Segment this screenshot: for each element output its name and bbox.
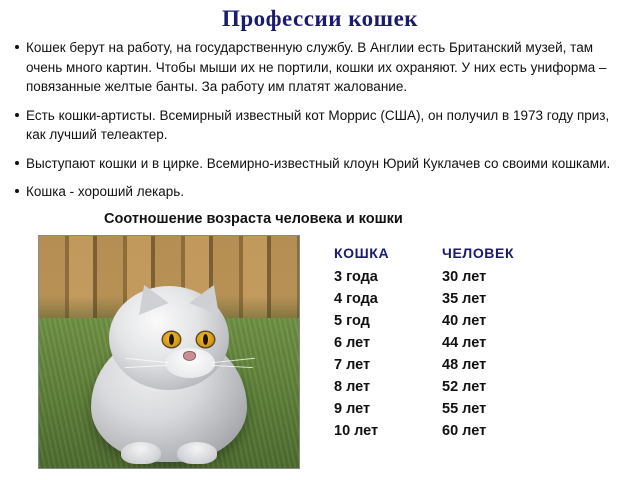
list-item bbox=[14, 182, 626, 202]
cell-human-age: 30 лет bbox=[442, 268, 487, 285]
cell-human-age: 48 лет bbox=[442, 356, 487, 373]
cat-whisker bbox=[211, 357, 255, 363]
cat-ear-left bbox=[129, 278, 168, 314]
cat-whisker bbox=[125, 357, 169, 363]
cat-paw-right bbox=[177, 442, 217, 464]
lower-content bbox=[0, 233, 640, 473]
cell-human-age: 52 лет bbox=[442, 378, 487, 395]
page-title: Профессии кошек bbox=[221, 6, 419, 31]
list-item bbox=[14, 154, 626, 174]
bullet-dot-icon bbox=[15, 45, 19, 49]
list-item-text: Выступают кошки и в цирке. Всемирно-известный клоун Юрий Куклачев со своими кошками. bbox=[26, 155, 611, 171]
cat-nose bbox=[184, 352, 195, 360]
list-item bbox=[14, 106, 626, 145]
section-subheading: Соотношение возраста человека и кошки bbox=[104, 210, 403, 227]
table-row bbox=[330, 266, 562, 288]
list-item bbox=[14, 38, 626, 97]
cat-eye-left bbox=[163, 332, 180, 347]
cat-photo-image bbox=[39, 236, 299, 468]
cell-cat-age: 3 года bbox=[334, 268, 378, 285]
table-row bbox=[330, 310, 562, 332]
list-item-text: Кошек берут на работу, на государственную службу. В Англии есть Британский музей, там очень много картин. Чтобы мыши их не портили, кошки их охраняют. У них есть униформа – повязанные желтые банты. За работу им платят жалование. bbox=[26, 40, 607, 94]
bullet-dot-icon bbox=[15, 189, 19, 193]
table-row bbox=[330, 354, 562, 376]
table-row bbox=[330, 332, 562, 354]
cat-pupil-left bbox=[169, 334, 174, 345]
cell-human-age: 44 лет bbox=[442, 334, 487, 351]
cell-cat-age: 4 года bbox=[334, 290, 378, 307]
table-row bbox=[330, 398, 562, 420]
bullet-dot-icon bbox=[15, 161, 19, 165]
table-row bbox=[330, 420, 562, 442]
cell-cat-age: 7 лет bbox=[334, 356, 371, 373]
column-header-human: ЧЕЛОВЕК bbox=[442, 244, 515, 261]
cat-photo bbox=[38, 235, 300, 469]
bullet-list bbox=[0, 38, 640, 202]
table-row bbox=[330, 376, 562, 398]
cat-ear-right bbox=[189, 278, 228, 314]
cell-cat-age: 9 лет bbox=[334, 400, 371, 417]
cat-eye-right bbox=[197, 332, 214, 347]
cat-whisker bbox=[125, 364, 167, 367]
column-header-cat: КОШКА bbox=[334, 244, 390, 261]
cat-pupil-right bbox=[203, 334, 208, 345]
age-comparison-table-wrapper bbox=[330, 243, 570, 442]
cell-human-age: 55 лет bbox=[442, 400, 487, 417]
cat-illustration bbox=[85, 280, 253, 460]
cell-human-age: 60 лет bbox=[442, 422, 487, 439]
cat-paw-left bbox=[121, 442, 161, 464]
bullet-dot-icon bbox=[15, 113, 19, 117]
table-header-row bbox=[330, 243, 562, 266]
cell-cat-age: 6 лет bbox=[334, 334, 371, 351]
cell-cat-age: 5 год bbox=[334, 312, 370, 329]
age-comparison-table bbox=[330, 243, 562, 442]
cell-human-age: 35 лет bbox=[442, 290, 487, 307]
cell-cat-age: 8 лет bbox=[334, 378, 371, 395]
list-item-text: Есть кошки-артисты. Всемирный известный кот Моррис (США), он получил в 1973 году приз, как лучший телеактер. bbox=[26, 107, 610, 142]
cat-head bbox=[109, 286, 229, 390]
cell-cat-age: 10 лет bbox=[334, 422, 379, 439]
table-row bbox=[330, 288, 562, 310]
cell-human-age: 40 лет bbox=[442, 312, 487, 329]
list-item-text: Кошка - хороший лекарь. bbox=[26, 184, 185, 199]
